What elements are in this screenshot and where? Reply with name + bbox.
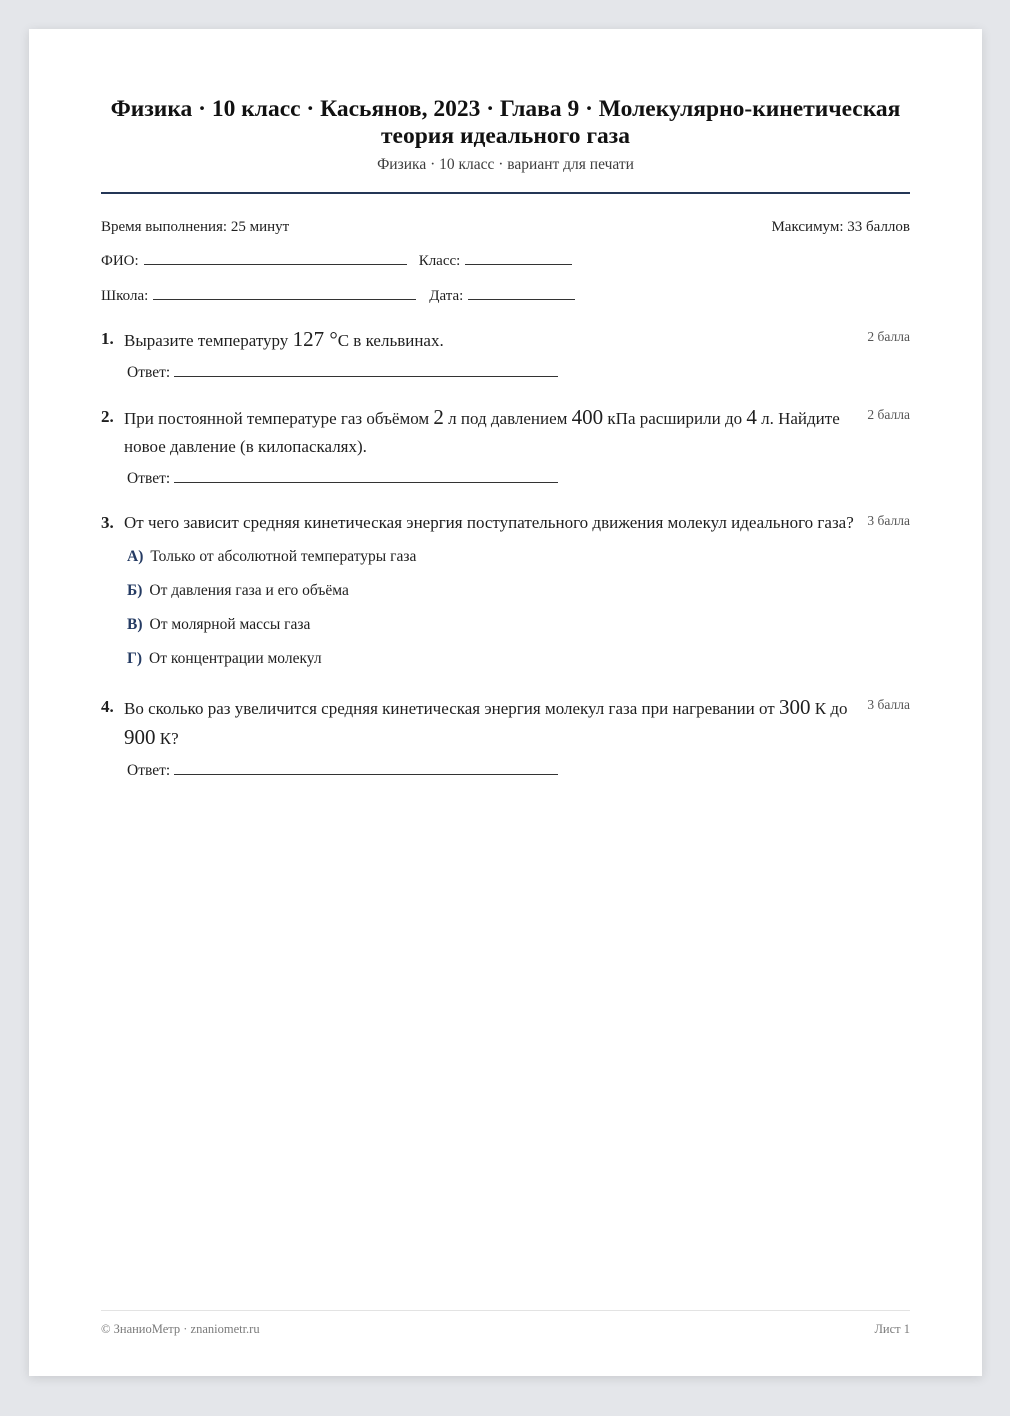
name-label: ФИО: bbox=[101, 253, 139, 269]
time-limit: Время выполнения: 25 минут bbox=[101, 219, 290, 235]
option-key: Г) bbox=[127, 650, 143, 667]
option-b[interactable] bbox=[127, 581, 910, 601]
option-c[interactable] bbox=[127, 615, 910, 635]
meta-row bbox=[101, 217, 910, 237]
question-number: 2. bbox=[101, 407, 114, 426]
question-points: 2 балла bbox=[867, 407, 910, 422]
question-points: 3 балла bbox=[867, 513, 910, 528]
question-points: 3 балла bbox=[867, 697, 910, 712]
footer-copyright: © ЗнаниоМетр · znaniometr.ru bbox=[101, 1322, 260, 1336]
worksheet-page bbox=[29, 29, 982, 1376]
answer-row bbox=[127, 760, 910, 781]
option-text: От молярной массы газа bbox=[149, 616, 311, 633]
question-number: 3. bbox=[101, 513, 114, 532]
worksheet-content bbox=[101, 29, 910, 781]
question-4 bbox=[101, 693, 910, 781]
question-text: Выразите температуру 127 °C в кельвинах. bbox=[124, 327, 444, 351]
question-1 bbox=[101, 325, 910, 383]
school-label: Школа: bbox=[101, 288, 149, 304]
answer-options bbox=[127, 547, 910, 669]
header-divider bbox=[101, 192, 910, 194]
option-text: От концентрации молекул bbox=[149, 650, 322, 667]
date-label: Дата: bbox=[429, 288, 464, 304]
answer-field[interactable] bbox=[174, 760, 558, 775]
answer-label: Ответ: bbox=[127, 470, 171, 487]
school-field[interactable] bbox=[153, 285, 416, 300]
page-number: Лист 1 bbox=[874, 1322, 910, 1336]
page-footer bbox=[101, 1310, 910, 1337]
option-key: В) bbox=[127, 616, 143, 633]
name-field[interactable] bbox=[144, 250, 407, 265]
question-number: 4. bbox=[101, 697, 114, 716]
name-class-row bbox=[101, 250, 910, 271]
answer-field[interactable] bbox=[174, 468, 558, 483]
option-text: Только от абсолютной температуры газа bbox=[150, 548, 417, 565]
option-d[interactable] bbox=[127, 649, 910, 669]
page-title: Физика · 10 класс · Касьянов, 2023 · Глава 9 · Молекулярно-кинетическая теория идеального газа bbox=[110, 96, 901, 149]
date-field[interactable] bbox=[468, 285, 575, 300]
class-field[interactable] bbox=[465, 250, 572, 265]
option-a[interactable] bbox=[127, 547, 910, 567]
answer-field[interactable] bbox=[174, 362, 558, 377]
question-text: Во сколько раз увеличится средняя кинетическая энергия молекул газа при нагревании от 300 К до 900 К? bbox=[124, 695, 848, 749]
class-label: Класс: bbox=[418, 253, 461, 269]
page-subtitle: Физика · 10 класс · вариант для печати bbox=[377, 156, 634, 173]
question-points: 2 балла bbox=[867, 329, 910, 344]
answer-label: Ответ: bbox=[127, 364, 171, 381]
question-number: 1. bbox=[101, 329, 114, 348]
option-key: Б) bbox=[127, 582, 143, 599]
max-score: Максимум: 33 баллов bbox=[771, 219, 910, 235]
answer-row bbox=[127, 362, 910, 383]
answer-row bbox=[127, 468, 910, 489]
question-2 bbox=[101, 403, 910, 489]
school-date-row bbox=[101, 285, 910, 306]
answer-label: Ответ: bbox=[127, 762, 171, 779]
option-key: А) bbox=[127, 548, 144, 565]
option-text: От давления газа и его объёма bbox=[149, 582, 349, 599]
question-text: От чего зависит средняя кинетическая энергия поступательного движения молекул идеального газа? bbox=[124, 513, 854, 532]
question-3 bbox=[101, 509, 910, 669]
question-text: При постоянной температуре газ объёмом 2 л под давлением 400 кПа расширили до 4 л. Найдите новое давление (в килопаскалях). bbox=[124, 405, 840, 456]
